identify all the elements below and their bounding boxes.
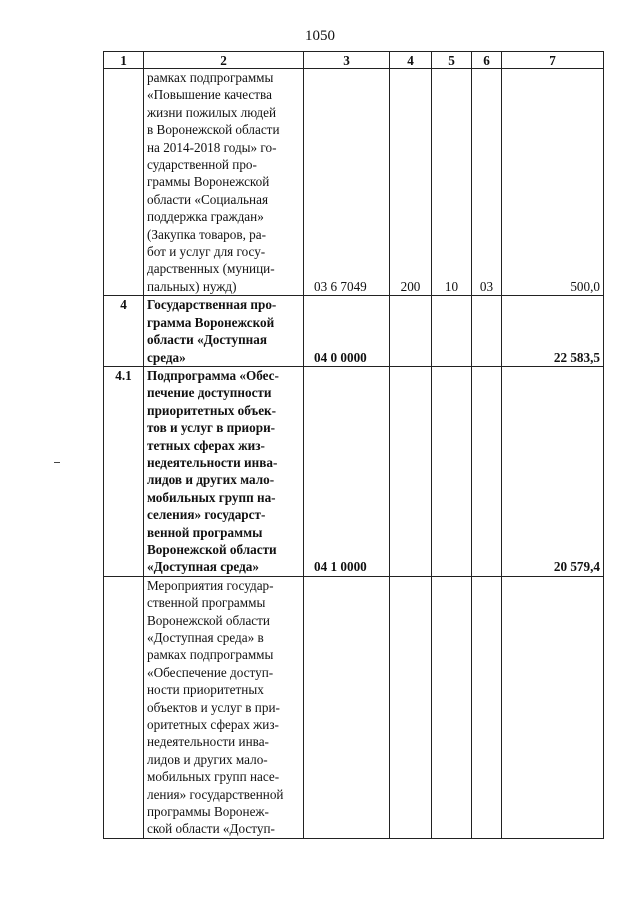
row-index: 4: [104, 296, 144, 367]
page-number: 1050: [305, 28, 335, 44]
row-col-5: [432, 296, 472, 367]
table-row: [104, 366, 604, 576]
row-col-6: [472, 366, 502, 576]
row-amount: 22 583,5: [502, 296, 604, 367]
row-code: [304, 576, 390, 838]
row-col-5: 10: [432, 69, 472, 296]
row-col-4: 200: [390, 69, 432, 296]
row-col-4: [390, 366, 432, 576]
budget-table: [103, 51, 604, 839]
row-col-4: [390, 576, 432, 838]
header-col-6: 6: [472, 52, 502, 69]
row-col-6: 03: [472, 69, 502, 296]
header-col-1: 1: [104, 52, 144, 69]
row-col-6: [472, 576, 502, 838]
row-amount: 20 579,4: [502, 366, 604, 576]
header-col-4: 4: [390, 52, 432, 69]
row-amount: [502, 576, 604, 838]
row-amount: 500,0: [502, 69, 604, 296]
row-index: [104, 576, 144, 838]
header-col-3: 3: [304, 52, 390, 69]
table-row: [104, 576, 604, 838]
row-index: 4.1: [104, 366, 144, 576]
row-name: Подпрограмма «Обес- печение доступности приоритетных объек- тов и услуг в приори- тетных сферах жиз- недеятельности инва- лидов и других мало- мобильных групп на- селения» государст- венной программы Воронежской области «Доступная среда»: [144, 366, 304, 576]
row-name: Государственная про- грамма Воронежской области «Доступная среда»: [144, 296, 304, 367]
row-code: 04 1 0000: [304, 366, 390, 576]
row-code: 04 0 0000: [304, 296, 390, 367]
row-col-4: [390, 296, 432, 367]
row-col-5: [432, 576, 472, 838]
table-row: [104, 296, 604, 367]
header-col-2: 2: [144, 52, 304, 69]
row-index: [104, 69, 144, 296]
row-col-6: [472, 296, 502, 367]
header-row: [104, 52, 604, 69]
row-name: рамках подпрограммы «Повышение качества жизни пожилых людей в Воронежской области на 2014-2018 годы» го- сударственной про- граммы Воронежской области «Социальная поддержка граждан» (Закупка товаров, ра- бот и услуг для госу- дарственных (муници- пальных) нужд): [144, 69, 304, 296]
row-col-5: [432, 366, 472, 576]
row-code: 03 6 7049: [304, 69, 390, 296]
scan-mark: [54, 462, 60, 463]
table-row: [104, 69, 604, 296]
row-name: Мероприятия государ- ственной программы Воронежской области «Доступная среда» в рамках подпрограммы «Обеспечение доступ- ности приоритетных объектов и услуг в при- оритетных сферах жиз- недеятельности инва- лидов и других мало- мобильных групп насе- ления» государственной программы Воронеж- ской области «Доступ-: [144, 576, 304, 838]
header-col-7: 7: [502, 52, 604, 69]
header-col-5: 5: [432, 52, 472, 69]
